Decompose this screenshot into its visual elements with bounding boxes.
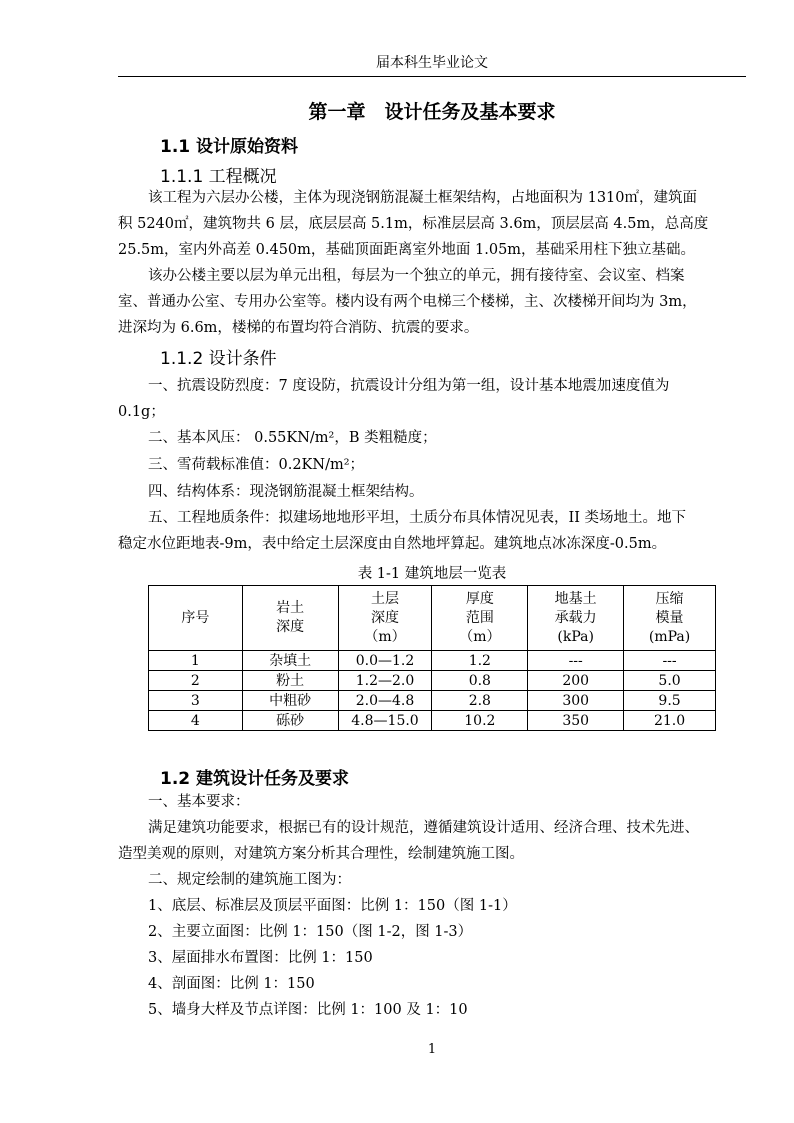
requirement-line: 4、剖面图：比例 1：150 xyxy=(148,976,315,992)
table-row xyxy=(149,691,716,711)
header-cell-rock-soil: 岩土 深度 xyxy=(242,586,338,651)
section-heading-1-1-1: 1.1.1 工程概况 xyxy=(160,167,277,187)
paragraph-line: 室、普通办公室、专用办公室等。楼内设有两个电梯三个楼梯，主、次楼梯开间均为 3m， xyxy=(118,294,697,310)
paragraph-line: 进深均为 6.6m，楼梯的布置均符合消防、抗震的要求。 xyxy=(118,320,479,336)
header-cell-bearing-capacity: 地基土 承载力 (kPa) xyxy=(528,586,624,651)
requirement-line: 1、底层、标准层及顶层平面图：比例 1：150（图 1-1） xyxy=(148,898,517,914)
table-cell: 4.8—15.0 xyxy=(338,711,432,731)
soil-layer-table xyxy=(148,585,716,731)
requirement-line: 一、基本要求： xyxy=(148,794,250,810)
condition-line: 四、结构体系：现浇钢筋混凝土框架结构。 xyxy=(148,484,424,500)
table-caption: 表 1-1 建筑地层一览表 xyxy=(357,566,507,582)
table-cell: 1 xyxy=(149,651,243,671)
paragraph-line: 积 5240㎡，建筑物共 6 层，底层层高 5.1m，标准层层高 3.6m，顶层层高 4.5m，总高度 xyxy=(118,216,709,232)
table-cell: 21.0 xyxy=(624,711,716,731)
condition-line: 0.1g； xyxy=(118,404,165,420)
table-cell: 2 xyxy=(149,671,243,691)
section-heading-1-1: 1.1 设计原始资料 xyxy=(160,137,299,157)
table-cell: 2.8 xyxy=(432,691,528,711)
table-cell: 5.0 xyxy=(624,671,716,691)
table-cell: 9.5 xyxy=(624,691,716,711)
table-cell: 350 xyxy=(528,711,624,731)
table-cell: 0.8 xyxy=(432,671,528,691)
requirement-line: 满足建筑功能要求，根据已有的设计规范，遵循建筑设计适用、经济合理、技术先进、 xyxy=(148,820,699,836)
table-row xyxy=(149,711,716,731)
table-cell: 杂填土 xyxy=(242,651,338,671)
header-cell-thickness: 厚度 范围 （m） xyxy=(432,586,528,651)
header-cell-compression-modulus: 压缩 模量 (mPa) xyxy=(624,586,716,651)
table-cell: 砾砂 xyxy=(242,711,338,731)
table-cell: 粉土 xyxy=(242,671,338,691)
table-cell: 10.2 xyxy=(432,711,528,731)
paragraph-line: 该办公楼主要以层为单元出租，每层为一个独立的单元，拥有接待室、会议室、档案 xyxy=(148,268,685,284)
table-cell: 中粗砂 xyxy=(242,691,338,711)
table-cell: 200 xyxy=(528,671,624,691)
table-header-row xyxy=(149,586,716,651)
requirement-line: 5、墙身大样及节点详图：比例 1：100 及 1：10 xyxy=(148,1002,468,1018)
requirement-line: 2、主要立面图：比例 1：150（图 1-2，图 1-3） xyxy=(148,924,473,940)
requirement-line: 3、屋面排水布置图：比例 1：150 xyxy=(148,950,373,966)
table-row xyxy=(149,651,716,671)
table-cell: 2.0—4.8 xyxy=(338,691,432,711)
table-cell: 300 xyxy=(528,691,624,711)
paragraph-line: 该工程为六层办公楼，主体为现浇钢筋混凝土框架结构，占地面积为 1310㎡，建筑面 xyxy=(148,190,698,206)
chapter-title: 第一章 设计任务及基本要求 xyxy=(308,101,556,123)
paragraph-line: 25.5m，室内外高差 0.450m，基础顶面距离室外地面 1.05m，基础采用柱下独立基础。 xyxy=(118,242,696,258)
section-heading-1-1-2: 1.1.2 设计条件 xyxy=(160,349,277,369)
condition-line: 一、抗震设防烈度：7 度设防，抗震设计分组为第一组，设计基本地震加速度值为 xyxy=(148,378,670,394)
table-cell: --- xyxy=(528,651,624,671)
table-cell: 3 xyxy=(149,691,243,711)
requirement-line: 造型美观的原则，对建筑方案分析其合理性，绘制建筑施工图。 xyxy=(118,846,524,862)
table-cell: 0.0—1.2 xyxy=(338,651,432,671)
page-number: 1 xyxy=(427,1042,437,1057)
header-cell-layer-depth: 土层 深度 （m） xyxy=(338,586,432,651)
condition-line: 稳定水位距地表-9m，表中给定土层深度由自然地坪算起。建筑地点冰冻深度-0.5m。 xyxy=(118,536,667,552)
table-cell: 1.2 xyxy=(432,651,528,671)
running-header: 届本科生毕业论文 xyxy=(376,55,488,71)
condition-line: 二、基本风压： 0.55KN/m²，B 类粗糙度； xyxy=(148,430,437,446)
section-heading-1-2: 1.2 建筑设计任务及要求 xyxy=(160,769,350,789)
header-rule xyxy=(118,76,746,77)
header-cell-index: 序号 xyxy=(149,586,243,651)
table-row xyxy=(149,671,716,691)
condition-line: 五、工程地质条件：拟建场地地形平坦，土质分布具体情况见表，II 类场地土。地下 xyxy=(148,510,687,526)
table-cell: 1.2—2.0 xyxy=(338,671,432,691)
table-cell: --- xyxy=(624,651,716,671)
table-cell: 4 xyxy=(149,711,243,731)
requirement-line: 二、规定绘制的建筑施工图为： xyxy=(148,872,351,888)
condition-line: 三、雪荷载标准值：0.2KN/m²； xyxy=(148,457,365,473)
